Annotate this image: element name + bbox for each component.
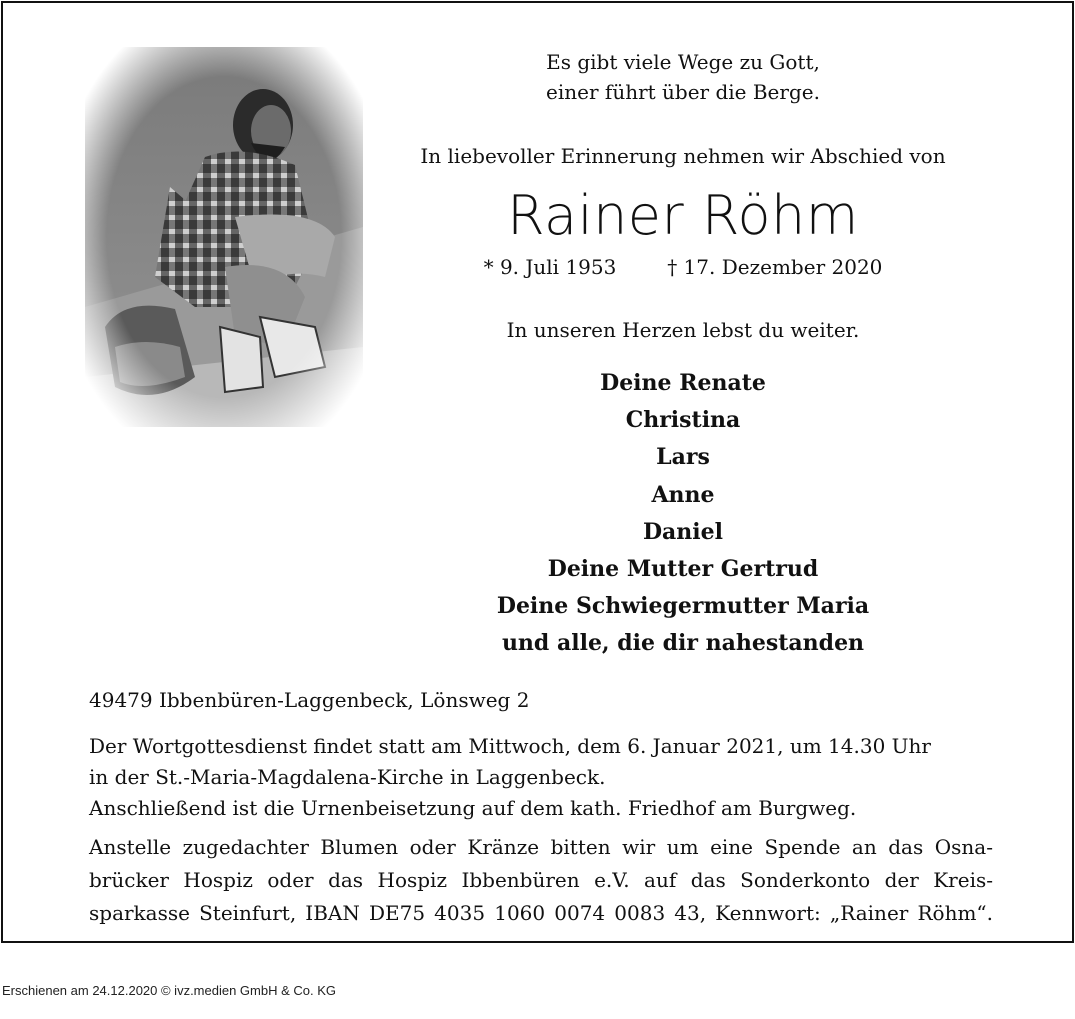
address: 49479 Ibbenbüren-Laggenbeck, Lönsweg 2: [89, 688, 530, 712]
mourner: Lars: [656, 444, 710, 471]
poem-line-2: einer führt über die Berge.: [546, 80, 820, 104]
death-date: † 17. Dezember 2020: [667, 255, 883, 279]
service-line-2: in der St.-Maria-Magdalena-Kirche in Laggenbeck.: [89, 765, 606, 789]
mourner: und alle, die dir nahestanden: [501, 630, 865, 657]
donation-info: [89, 831, 993, 930]
birth-date: * 9. Juli 1953: [483, 255, 617, 279]
mourner: Daniel: [642, 518, 724, 545]
poem-line-1: Es gibt viele Wege zu Gott,: [546, 50, 820, 74]
publication-footer: Erschienen am 24.12.2020 © ivz.medien GmbH & Co. KG: [2, 983, 337, 998]
motto: In unseren Herzen lebst du weiter.: [506, 318, 860, 342]
intro-text: In liebevoller Erinnerung nehmen wir Abschied von: [420, 144, 946, 168]
donation-line-3: sparkasse Steinfurt, IBAN DE75 4035 1060 0074 0083 43, Kennwort: „Rainer Röhm“.: [89, 901, 993, 925]
mourner: Deine Renate: [600, 370, 766, 396]
mourner: Deine Schwiegermutter Maria: [496, 593, 870, 620]
mourner: Christina: [625, 407, 741, 434]
obituary-frame: [1, 1, 1074, 943]
service-line-1: Der Wortgottesdienst findet statt am Mittwoch, dem 6. Januar 2021, um 14.30 Uhr: [89, 734, 931, 758]
portrait-photo-icon: [85, 47, 363, 427]
mourner: Anne: [651, 481, 715, 508]
portrait-photo: [85, 47, 363, 427]
life-dates: [383, 253, 983, 281]
service-line-3: Anschließend ist die Urnenbeisetzung auf dem kath. Friedhof am Burgweg.: [89, 796, 857, 820]
donation-line-2: brücker Hospiz oder das Hospiz Ibbenbüren e.V. auf das Sonderkonto der Kreis-: [89, 868, 993, 892]
donation-line-1: Anstelle zugedachter Blumen oder Kränze bitten wir um eine Spende an das Osna-: [89, 835, 993, 859]
mourners-list: [383, 365, 983, 663]
deceased-name: Rainer Röhm: [507, 184, 859, 247]
poem: [443, 47, 923, 107]
service-info: [89, 731, 999, 824]
mourner: Deine Mutter Gertrud: [547, 556, 819, 583]
